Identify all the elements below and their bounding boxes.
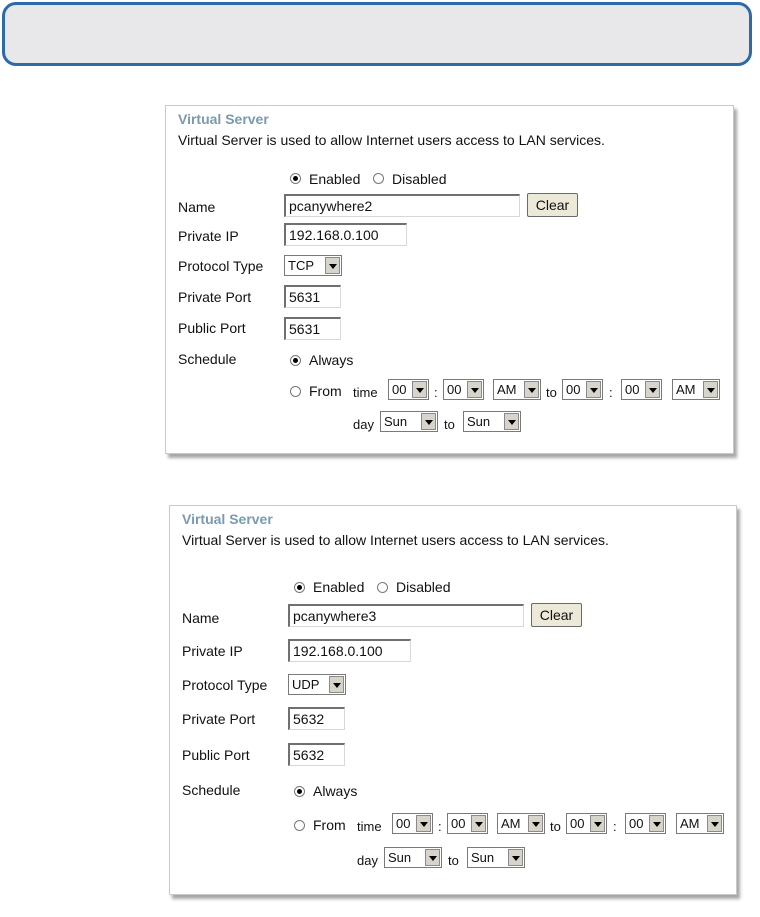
protocol-type-label: Protocol Type bbox=[182, 677, 268, 693]
public-port-input[interactable]: 5632 bbox=[288, 743, 345, 766]
clear-button[interactable]: Clear bbox=[527, 193, 578, 217]
chevron-down-icon[interactable] bbox=[329, 676, 344, 693]
protocol-type-value: UDP bbox=[292, 677, 320, 692]
start-ampm-select[interactable] bbox=[493, 379, 541, 400]
end-ampm-select[interactable] bbox=[676, 813, 724, 834]
end-minute-value: 00 bbox=[629, 816, 644, 831]
from-radio[interactable] bbox=[294, 820, 305, 831]
day-label: day bbox=[357, 853, 378, 868]
day-label: day bbox=[353, 417, 374, 432]
name-input[interactable]: pcanywhere3 bbox=[288, 604, 524, 627]
end-hour-value: 00 bbox=[566, 382, 581, 397]
from-label: From bbox=[313, 817, 346, 833]
protocol-type-label: Protocol Type bbox=[178, 258, 264, 274]
protocol-type-select[interactable] bbox=[288, 674, 346, 695]
start-hour-select[interactable] bbox=[392, 813, 433, 834]
chevron-down-icon[interactable] bbox=[528, 815, 543, 832]
chevron-down-icon[interactable] bbox=[325, 257, 340, 274]
to-label: to bbox=[546, 385, 557, 400]
always-radio[interactable] bbox=[290, 355, 301, 366]
panel-title: Virtual Server bbox=[182, 511, 273, 527]
end-hour-select[interactable] bbox=[562, 379, 603, 400]
private-ip-input[interactable]: 192.168.0.100 bbox=[288, 639, 411, 662]
from-label: From bbox=[309, 383, 342, 399]
chevron-down-icon[interactable] bbox=[703, 381, 718, 398]
public-port-label: Public Port bbox=[178, 320, 246, 336]
private-ip-label: Private IP bbox=[182, 643, 243, 659]
start-minute-select[interactable] bbox=[447, 813, 488, 834]
chevron-down-icon[interactable] bbox=[645, 381, 660, 398]
to-day-label: to bbox=[444, 417, 455, 432]
start-minute-select[interactable] bbox=[443, 379, 484, 400]
time-colon: : bbox=[438, 819, 442, 834]
name-input[interactable]: pcanywhere2 bbox=[284, 194, 520, 217]
start-ampm-value: AM bbox=[497, 382, 517, 397]
start-hour-select[interactable] bbox=[388, 379, 429, 400]
end-day-value: Sun bbox=[467, 414, 491, 429]
start-day-select[interactable] bbox=[380, 411, 438, 432]
time-label: time bbox=[353, 385, 378, 400]
start-day-select[interactable] bbox=[384, 847, 442, 868]
end-ampm-value: AM bbox=[680, 816, 700, 831]
start-hour-value: 00 bbox=[396, 816, 411, 831]
start-day-value: Sun bbox=[388, 850, 412, 865]
chevron-down-icon[interactable] bbox=[416, 815, 431, 832]
chevron-down-icon[interactable] bbox=[590, 815, 605, 832]
private-port-input[interactable]: 5631 bbox=[284, 285, 341, 308]
always-label: Always bbox=[309, 352, 354, 368]
end-ampm-value: AM bbox=[676, 382, 696, 397]
disabled-label: Disabled bbox=[392, 171, 447, 187]
chevron-down-icon[interactable] bbox=[707, 815, 722, 832]
from-radio[interactable] bbox=[290, 386, 301, 397]
private-ip-input[interactable]: 192.168.0.100 bbox=[284, 223, 407, 246]
to-label: to bbox=[550, 819, 561, 834]
enabled-label: Enabled bbox=[309, 171, 361, 187]
disabled-label: Disabled bbox=[396, 579, 451, 595]
end-minute-select[interactable] bbox=[621, 379, 662, 400]
name-label: Name bbox=[178, 199, 216, 215]
name-label: Name bbox=[182, 610, 220, 626]
always-label: Always bbox=[313, 783, 358, 799]
public-port-label: Public Port bbox=[182, 747, 250, 763]
private-port-label: Private Port bbox=[182, 711, 256, 727]
time-colon: : bbox=[609, 385, 613, 400]
chevron-down-icon[interactable] bbox=[586, 381, 601, 398]
panel-title: Virtual Server bbox=[178, 111, 269, 127]
end-hour-value: 00 bbox=[570, 816, 585, 831]
chevron-down-icon[interactable] bbox=[421, 413, 436, 430]
start-minute-value: 00 bbox=[451, 816, 466, 831]
chevron-down-icon[interactable] bbox=[425, 849, 440, 866]
clear-button[interactable]: Clear bbox=[531, 603, 582, 627]
end-day-select[interactable] bbox=[463, 411, 521, 432]
chevron-down-icon[interactable] bbox=[467, 381, 482, 398]
enabled-radio[interactable] bbox=[294, 582, 305, 593]
time-label: time bbox=[357, 819, 382, 834]
always-radio[interactable] bbox=[294, 786, 305, 797]
schedule-label: Schedule bbox=[182, 782, 241, 798]
disabled-radio[interactable] bbox=[373, 173, 384, 184]
public-port-input[interactable]: 5631 bbox=[284, 317, 341, 340]
panel-description: Virtual Server is used to allow Internet users access to LAN services. bbox=[182, 532, 609, 548]
schedule-label: Schedule bbox=[178, 351, 237, 367]
chevron-down-icon[interactable] bbox=[412, 381, 427, 398]
chevron-down-icon[interactable] bbox=[649, 815, 664, 832]
start-day-value: Sun bbox=[384, 414, 408, 429]
time-colon: : bbox=[613, 819, 617, 834]
disabled-radio[interactable] bbox=[377, 582, 388, 593]
chevron-down-icon[interactable] bbox=[471, 815, 486, 832]
start-ampm-select[interactable] bbox=[497, 813, 545, 834]
end-day-value: Sun bbox=[471, 850, 495, 865]
chevron-down-icon[interactable] bbox=[508, 849, 523, 866]
to-day-label: to bbox=[448, 853, 459, 868]
enabled-radio[interactable] bbox=[290, 173, 301, 184]
protocol-type-select[interactable] bbox=[284, 255, 342, 276]
protocol-type-value: TCP bbox=[288, 258, 314, 273]
chevron-down-icon[interactable] bbox=[524, 381, 539, 398]
start-hour-value: 00 bbox=[392, 382, 407, 397]
end-day-select[interactable] bbox=[467, 847, 525, 868]
virtual-server-panel-1 bbox=[165, 105, 734, 454]
private-port-input[interactable]: 5632 bbox=[288, 707, 345, 730]
end-ampm-select[interactable] bbox=[672, 379, 720, 400]
end-minute-value: 00 bbox=[625, 382, 640, 397]
virtual-server-panel-2 bbox=[169, 505, 737, 895]
start-minute-value: 00 bbox=[447, 382, 462, 397]
end-minute-select[interactable] bbox=[625, 813, 666, 834]
enabled-label: Enabled bbox=[313, 579, 365, 595]
time-colon: : bbox=[434, 385, 438, 400]
private-ip-label: Private IP bbox=[178, 228, 239, 244]
chevron-down-icon[interactable] bbox=[504, 413, 519, 430]
end-hour-select[interactable] bbox=[566, 813, 607, 834]
header-bar bbox=[2, 2, 752, 66]
panel-description: Virtual Server is used to allow Internet users access to LAN services. bbox=[178, 132, 605, 148]
start-ampm-value: AM bbox=[501, 816, 521, 831]
private-port-label: Private Port bbox=[178, 289, 252, 305]
